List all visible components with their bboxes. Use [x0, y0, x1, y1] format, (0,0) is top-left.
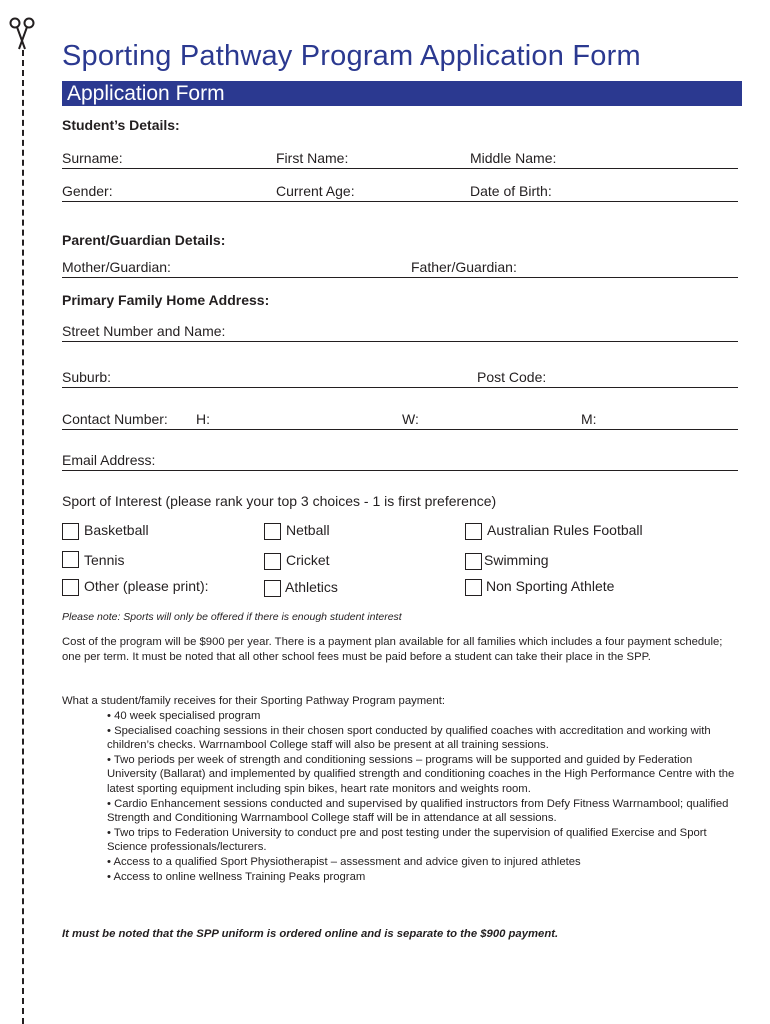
- sport-option-label: Swimming: [484, 552, 549, 568]
- benefit-item: • Two periods per week of strength and conditioning sessions – programs will be supported and guided by Federation University (Ballarat) and implemented by qualified strength and conditioning coaches in the High Performance Centre with the latest sporting equipment including spin bikes, heart rate monitors and weights room.: [107, 753, 735, 795]
- contact-row: [62, 409, 738, 430]
- sport-option-label: Australian Rules Football: [487, 522, 643, 538]
- mobile-phone-label[interactable]: M:: [581, 411, 597, 427]
- suburb-row: [62, 367, 738, 388]
- page-title: Sporting Pathway Program Application Form: [62, 40, 641, 72]
- uniform-note: It must be noted that the SPP uniform is ordered online and is separate to the $900 payment.: [62, 928, 559, 940]
- checkbox[interactable]: [62, 551, 79, 568]
- work-phone-label[interactable]: W:: [402, 411, 419, 427]
- section-bar: [62, 81, 742, 106]
- benefits-list: [107, 709, 737, 884]
- checkbox[interactable]: [264, 553, 281, 570]
- sport-option-label: Athletics: [285, 579, 338, 595]
- sports-note: Please note: Sports will only be offered if there is enough student interest: [62, 611, 402, 623]
- sport-option-label: Netball: [286, 522, 330, 538]
- sport-option-label: Other (please print):: [84, 578, 209, 594]
- checkbox[interactable]: [264, 523, 281, 540]
- street-label[interactable]: Street Number and Name:: [62, 323, 226, 339]
- cut-line: [22, 50, 24, 1024]
- receives-intro: What a student/family receives for their Sporting Pathway Program payment:: [62, 695, 446, 707]
- student-name-row: [62, 148, 738, 169]
- street-row: [62, 321, 738, 342]
- students-details-heading: Student’s Details:: [62, 117, 180, 133]
- scissors-icon: [8, 16, 36, 52]
- sport-option-label: Basketball: [84, 522, 149, 538]
- benefit-item: • Cardio Enhancement sessions conducted and supervised by qualified instructors from Defy Fitness Warrnambool; qualified Strength and Conditioning Warrnambool College staff will be in attendance at all sessions.: [107, 797, 729, 825]
- cost-paragraph: Cost of the program will be $900 per year. There is a payment plan available for all families which includes a four payment schedule; one per term. It must be noted that all other school fees must be paid before a student can take their place in the SPP.: [62, 636, 723, 663]
- benefit-item: • Two trips to Federation University to conduct pre and post testing under the supervision of qualified Exercise and Sport Science professionals/lecturers.: [107, 826, 707, 854]
- father-guardian-label[interactable]: Father/Guardian:: [411, 259, 517, 275]
- section-bar-label: Application Form: [67, 82, 225, 105]
- first-name-label[interactable]: First Name:: [276, 150, 349, 166]
- checkbox[interactable]: [62, 523, 79, 540]
- sport-option-label: Tennis: [84, 552, 125, 568]
- checkbox[interactable]: [264, 580, 281, 597]
- date-of-birth-label[interactable]: Date of Birth:: [470, 183, 552, 199]
- suburb-label[interactable]: Suburb:: [62, 369, 112, 385]
- checkbox[interactable]: [465, 523, 482, 540]
- benefit-item: • 40 week specialised program: [107, 710, 261, 722]
- gender-label[interactable]: Gender:: [62, 183, 113, 199]
- email-row: [62, 450, 738, 471]
- guardian-row: [62, 257, 738, 278]
- contact-number-label: Contact Number:: [62, 411, 168, 427]
- current-age-label[interactable]: Current Age:: [276, 183, 355, 199]
- checkbox[interactable]: [465, 553, 482, 570]
- benefit-item: • Access to online wellness Training Peaks program: [107, 870, 366, 883]
- mother-guardian-label[interactable]: Mother/Guardian:: [62, 259, 171, 275]
- middle-name-label[interactable]: Middle Name:: [470, 150, 557, 166]
- surname-label[interactable]: Surname:: [62, 150, 123, 166]
- address-heading: Primary Family Home Address:: [62, 292, 270, 308]
- sport-option-label: Cricket: [286, 552, 330, 568]
- checkbox[interactable]: [62, 579, 79, 596]
- benefit-item: • Specialised coaching sessions in their chosen sport conducted by qualified coaches with accreditation and working with children’s checks. Warrnambool College staff will also be present at all training sessions.: [107, 724, 711, 752]
- student-info-row: [62, 181, 738, 202]
- sport-option-label: Non Sporting Athlete: [486, 578, 615, 594]
- post-code-label[interactable]: Post Code:: [477, 369, 547, 385]
- checkbox[interactable]: [465, 579, 482, 596]
- parent-details-heading: Parent/Guardian Details:: [62, 232, 226, 248]
- sport-interest-question: Sport of Interest (please rank your top 3 choices - 1 is first preference): [62, 493, 497, 509]
- benefit-item: • Access to a qualified Sport Physiotherapist – assessment and advice given to injured athletes: [107, 855, 581, 868]
- home-phone-label[interactable]: H:: [196, 411, 210, 427]
- email-label[interactable]: Email Address:: [62, 452, 156, 468]
